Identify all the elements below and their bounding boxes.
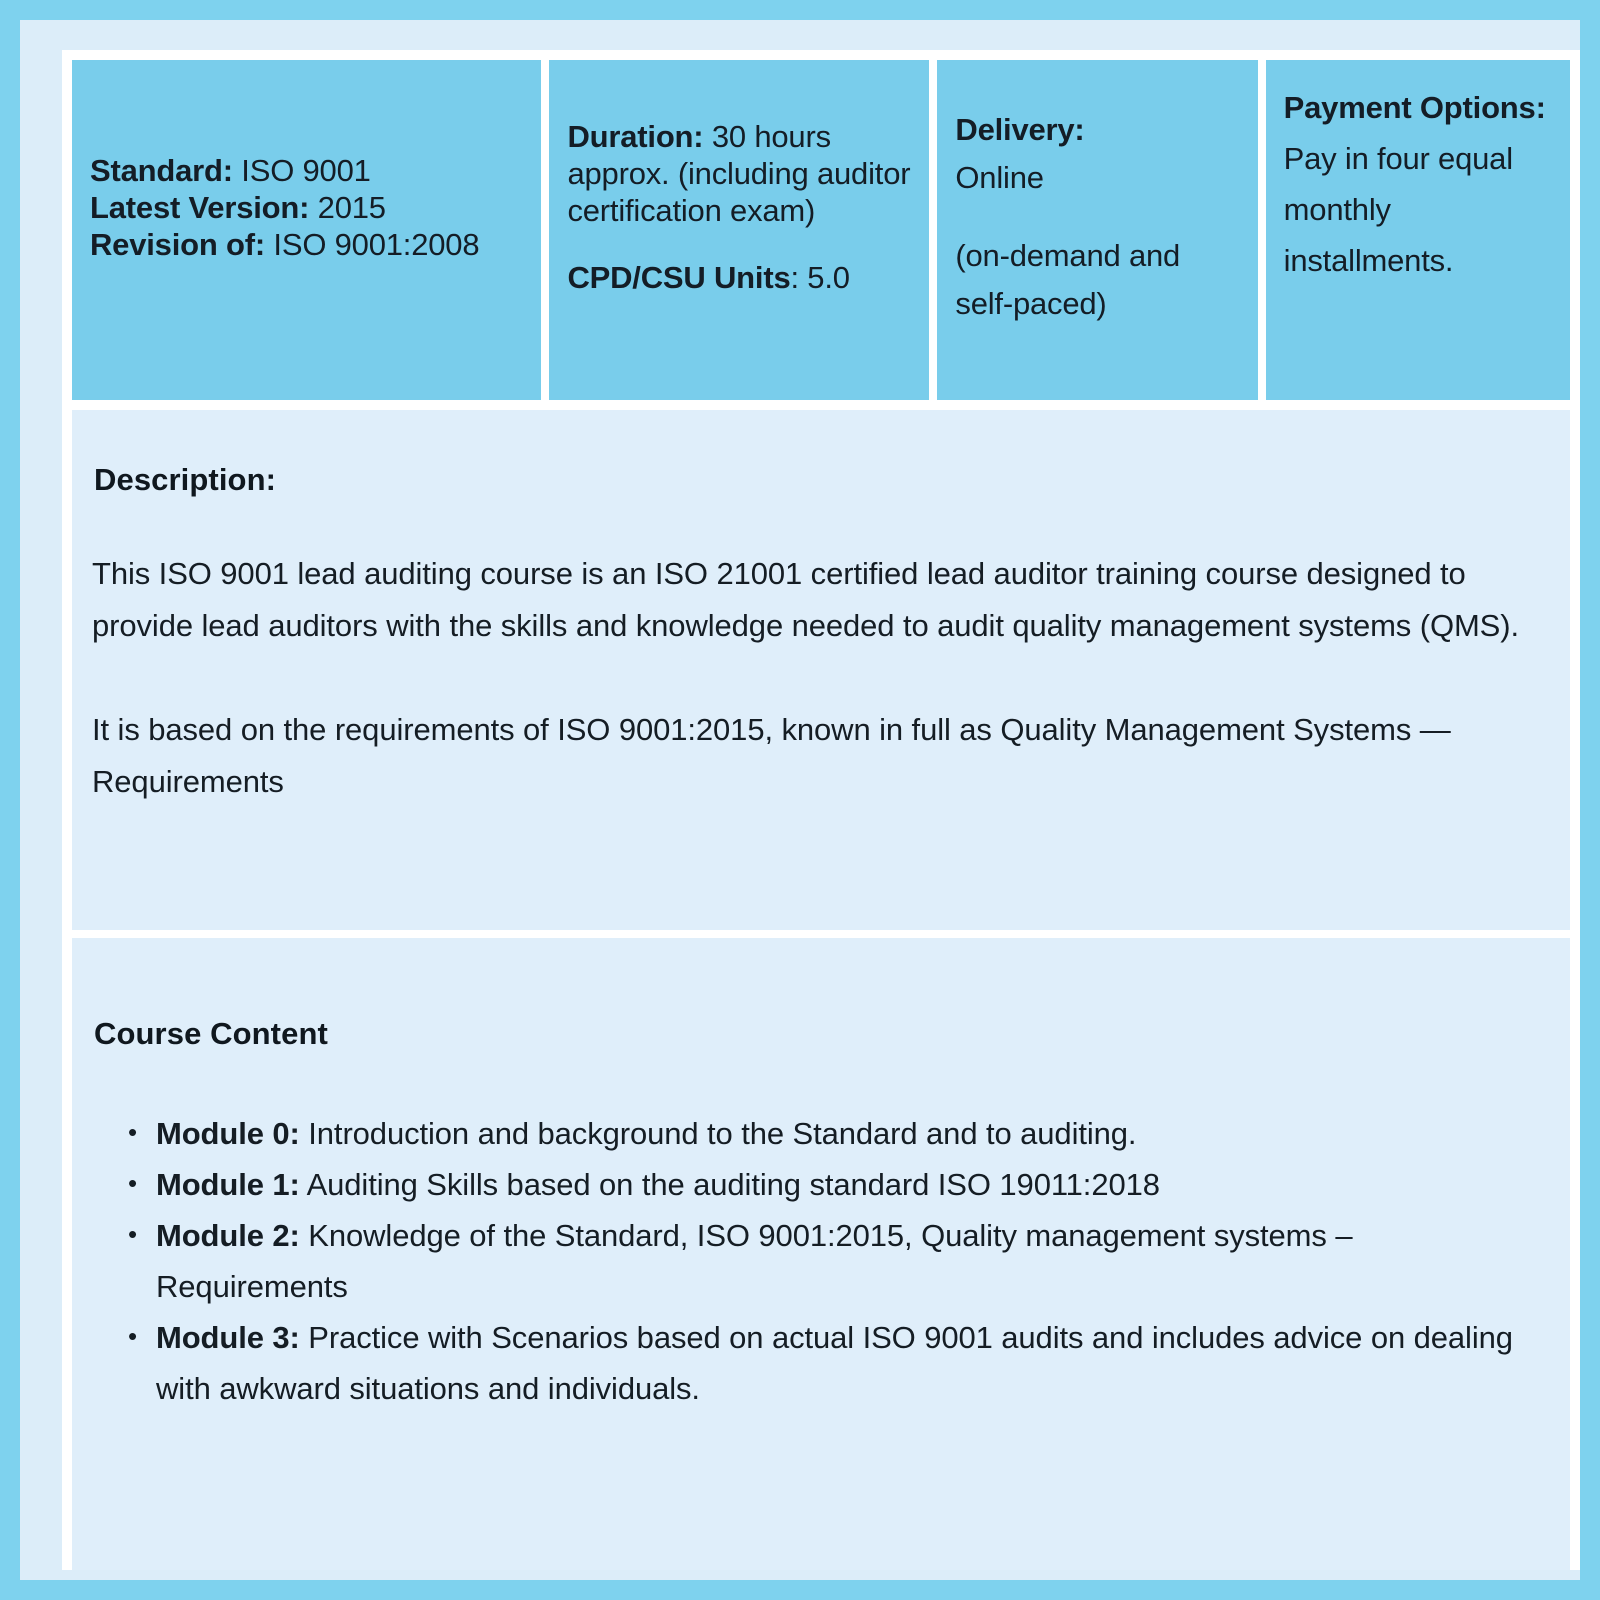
duration-line bbox=[567, 118, 911, 229]
delivery-note: (on-demand and self-paced) bbox=[955, 238, 1181, 321]
module-list bbox=[92, 1108, 1550, 1414]
description-heading: Description: bbox=[94, 462, 277, 497]
module-text: Auditing Skills based on the auditing standard ISO 19011:2018 bbox=[299, 1167, 1160, 1202]
course-content-section bbox=[72, 938, 1570, 1570]
payment-value: Pay in four equal monthly installments. bbox=[1283, 141, 1513, 278]
standard-line bbox=[90, 152, 523, 189]
description-paragraph-1: This ISO 9001 lead auditing course is an ISO 21001 certified lead auditor training course designed to provide lead auditors with the skills and knowledge needed to audit quality management systems (QMS). bbox=[92, 556, 1519, 643]
duration-label: Duration: bbox=[567, 119, 704, 154]
list-item bbox=[156, 1108, 1550, 1159]
latest-version-value: 2015 bbox=[309, 190, 386, 225]
standard-value: ISO 9001 bbox=[232, 153, 371, 188]
course-info-sheet bbox=[62, 50, 1580, 1570]
cpd-value: : 5.0 bbox=[790, 260, 850, 295]
duration-info-cell bbox=[549, 60, 929, 400]
cpd-line bbox=[567, 259, 911, 296]
payment-info-cell bbox=[1266, 60, 1570, 400]
module-text: Knowledge of the Standard, ISO 9001:2015, Quality management systems – Requirements bbox=[156, 1218, 1353, 1304]
list-item bbox=[156, 1312, 1550, 1414]
module-text: Introduction and background to the Standard and to auditing. bbox=[299, 1116, 1137, 1151]
cpd-label: CPD/CSU Units bbox=[567, 260, 791, 295]
delivery-info-cell bbox=[937, 60, 1257, 400]
list-item bbox=[156, 1159, 1550, 1210]
revision-value: ISO 9001:2008 bbox=[265, 227, 480, 262]
latest-version-line bbox=[90, 189, 523, 226]
module-label: Module 0: bbox=[156, 1116, 300, 1151]
module-label: Module 1: bbox=[156, 1167, 300, 1202]
page-frame bbox=[20, 20, 1580, 1580]
module-label: Module 2: bbox=[156, 1218, 300, 1253]
duration-value: 30 hours approx. (including auditor certification exam) bbox=[567, 119, 911, 228]
standard-info-cell bbox=[72, 60, 541, 400]
revision-label: Revision of: bbox=[90, 227, 266, 262]
description-section bbox=[72, 410, 1570, 930]
revision-line bbox=[90, 226, 523, 263]
module-text: Practice with Scenarios based on actual ISO 9001 audits and includes advice on dealing with awkward situations and individuals. bbox=[156, 1320, 1513, 1406]
course-summary-row bbox=[72, 60, 1570, 400]
standard-label: Standard: bbox=[90, 153, 233, 188]
description-paragraph-2: It is based on the requirements of ISO 9001:2015, known in full as Quality Management Systems — Requirements bbox=[92, 712, 1451, 799]
delivery-value: Online bbox=[955, 160, 1044, 195]
delivery-label: Delivery: bbox=[955, 112, 1085, 147]
latest-version-label: Latest Version: bbox=[90, 190, 310, 225]
delivery-spacer bbox=[955, 202, 1239, 232]
module-label: Module 3: bbox=[156, 1320, 300, 1355]
list-item bbox=[156, 1210, 1550, 1312]
duration-spacer bbox=[567, 229, 911, 259]
payment-label: Payment Options: bbox=[1283, 90, 1546, 125]
course-content-heading: Course Content bbox=[94, 1016, 328, 1051]
